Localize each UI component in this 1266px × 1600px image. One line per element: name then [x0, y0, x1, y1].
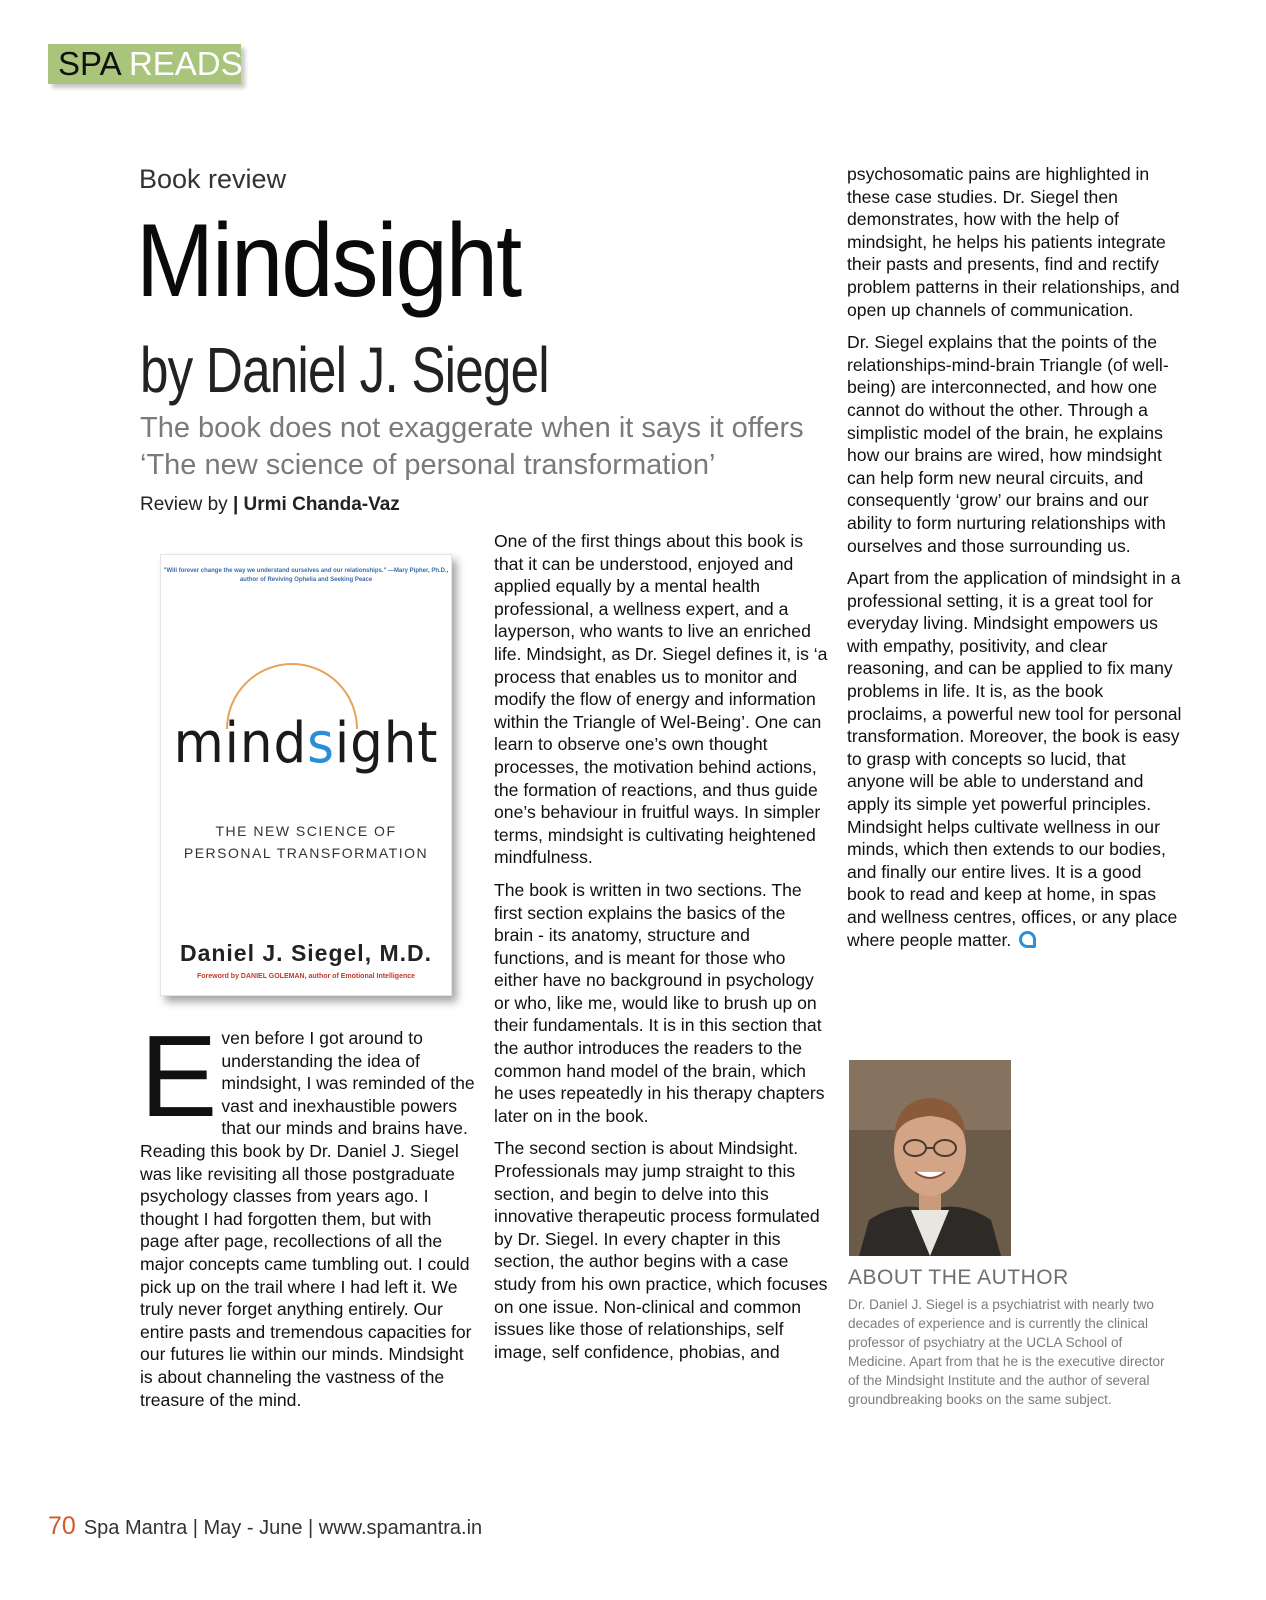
author-portrait-illustration: [849, 1060, 1011, 1256]
cover-title: mindsight: [173, 711, 439, 776]
body-paragraph: Apart from the application of mindsight in a professional setting, it is a great tool for everyday living. Mindsight empowers us with empathy, positivity, and clear reasoning, and can be applied to fix many problems in life. It is, as the book proclaims, a powerful new tool for personal transformation. Moreover, the book is easy to grasp with concepts so lucid, that anyone will be able to understand and apply its simple yet powerful principles. Mindsight helps cultivate wellness in our minds, which then extends to our bodies, and finally our entire lives. It is a good book to read and keep at home, in spas and wellness centres, offices, or any place where people matter.: [847, 568, 1182, 950]
article-deck: The book does not exaggerate when it says it offers ‘The new science of personal transformation’: [140, 412, 804, 481]
body-paragraph: Dr. Siegel explains that the points of the relationships-mind-brain Triangle (of well-being) are interconnected, and how one cannot do without the other. Through a simplistic model of the brain, he explains how our brains are wired, how mindsight can help form new neural circuits, and consequently ‘grow’ our brains and our ability to form nurturing relationships with ourselves and those surrounding us.: [847, 332, 1169, 556]
author-photo: [849, 1060, 1011, 1256]
body-paragraph: One of the first things about this book is that it can be understood, enjoyed and applied equally by a mental health professional, a wellness expert, and a layperson, who wants to live an enriched life. Mindsight, as Dr. Siegel defines it, is ‘a process that enables us to monitor and modify the flow of energy and information within the Triangle of Wel-Being’. One can learn to observe one’s own thought processes, the motivation behind actions, the formation of reactions, and thus guide one’s behaviour in fruitful ways. In simpler terms, mindsight is cultivating heightened mindfulness.: [494, 531, 828, 868]
page-number: 70: [48, 1512, 76, 1540]
body-paragraph: psychosomatic pains are highlighted in these case studies. Dr. Siegel then demonstrates, how with the help of mindsight, he helps his patients integrate their pasts and presents, find and rectify problem patterns in their relationships, and open up channels of communication.: [847, 164, 1180, 320]
about-author-text: Dr. Daniel J. Siegel is a psychiatrist with nearly two decades of experience and is currently the clinical professor of psychiatry at the UCLA School of Medicine. Apart from that he is the executive director of the Mindsight Institute and the author of several groundbreaking books on the same subject.: [848, 1297, 1165, 1407]
body-column-middle: [494, 530, 828, 1373]
body-paragraph: Even before I got around to understanding the idea of mindsight, I was reminded of the vast and inexhaustible powers that our minds and brains have. Reading this book by Dr. Daniel J. Siegel was like revisiting all those postgraduate psychology classes from years ago. I thought I had forgotten them, but with page after page, recollections of all the major concepts came tumbling out. I could pick up on the trail where I had left it. We truly never forget anything entirely. Our entire pasts and tremendous capacities for our futures lie within our minds. Mindsight is about channeling the vastness of the treasure of the mind.: [140, 1011, 475, 1410]
article-byline: by Daniel J. Siegel: [140, 334, 549, 406]
cover-blurb: "Will forever change the way we understand ourselves and our relationships." —Mary Pipher, Ph.D., author of Reviving Ophelia and Seeking Peace: [163, 568, 449, 583]
section-tag: [48, 44, 241, 84]
section-tag-spa: SPA: [58, 45, 120, 82]
footer-text: Spa Mantra | May - June | www.spamantra.in: [83, 1517, 483, 1539]
article-title: Mindsight: [136, 203, 521, 319]
cover-author: Daniel J. Siegel, M.D.: [179, 940, 433, 966]
section-tag-reads: READS: [128, 45, 243, 82]
body-paragraph: The book is written in two sections. The first section explains the basics of the brain - its anatomy, structure and functions, and is meant for those who either have no background in psychology or who, like me, would like to brush up on their fundamentals. It is in this section that the author introduces the readers to the common hand model of the brain, which he uses repeatedly in his therapy chapters later on in the book.: [494, 879, 825, 1126]
review-credit: [140, 494, 400, 516]
review-by-label: Review by: [140, 494, 228, 515]
book-cover-image: [160, 554, 452, 996]
body-column-left: [140, 1011, 475, 1421]
drop-cap: E: [140, 1011, 218, 1141]
cover-foreword: Foreword by DANIEL GOLEMAN, author of Emotional Intelligence: [196, 973, 416, 980]
cover-subtitle: THE NEW SCIENCE OF PERSONAL TRANSFORMATION: [183, 823, 429, 861]
page-footer: [48, 1512, 482, 1541]
body-paragraph: The second section is about Mindsight. Professionals may jump straight to this section, and begin to delve into this innovative therapeutic process formulated by Dr. Siegel. In every chapter in this section, the author begins with a case study from his own practice, which focuses on one issue. Non-clinical and common issues like those of relationships, self image, self confidence, phobias, and: [494, 1138, 828, 1362]
about-author-heading: ABOUT THE AUTHOR: [848, 1266, 1069, 1289]
body-column-right: [847, 163, 1182, 961]
article-kicker: Book review: [139, 164, 287, 194]
end-of-article-icon: [1019, 931, 1036, 948]
reviewer-name: | Urmi Chanda-Vaz: [232, 494, 400, 515]
